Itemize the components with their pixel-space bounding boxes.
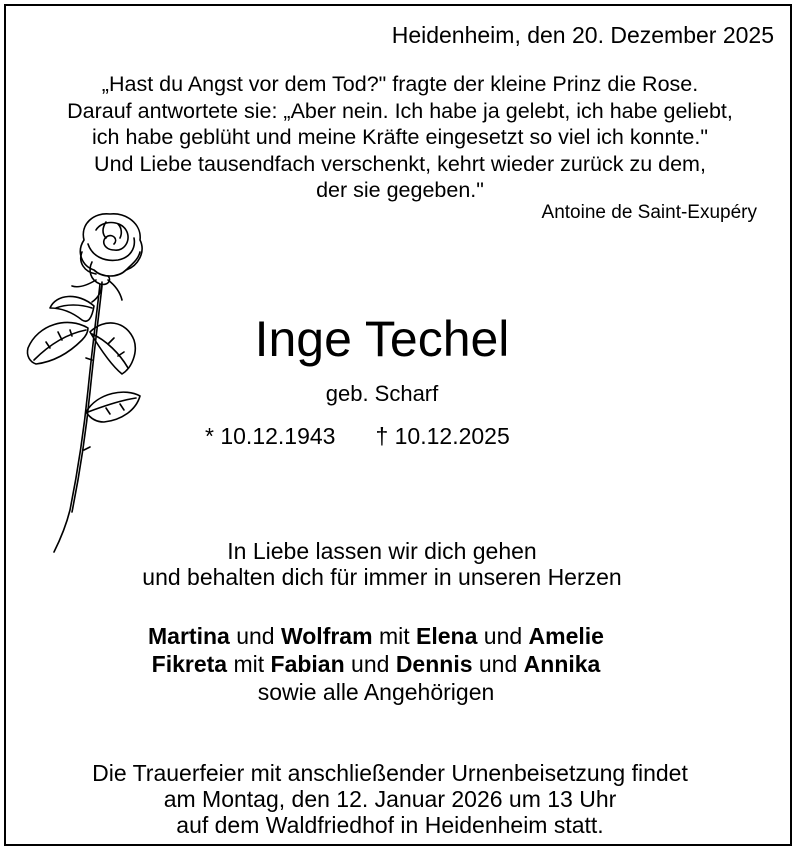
mourner-name: Annika bbox=[523, 651, 601, 677]
mourner-connector: und bbox=[472, 651, 524, 677]
mourner-connector: mit bbox=[372, 623, 417, 649]
life-dates bbox=[205, 423, 510, 450]
ceremony-info bbox=[0, 760, 780, 838]
birth-name: geb. Scharf bbox=[325, 381, 439, 406]
mourner-name: Wolfram bbox=[280, 623, 373, 649]
quote-line: Und Liebe tausendfach verschenkt, kehrt wieder zurück zu dem, bbox=[94, 151, 706, 176]
quote-line: der sie gegeben." bbox=[316, 178, 484, 202]
ceremony-line: Die Trauerfeier mit anschließender Urnenbeisetzung findet bbox=[92, 760, 688, 786]
mourners-line bbox=[0, 622, 752, 650]
mourner-name: Dennis bbox=[395, 651, 473, 677]
quote-line: ich habe geblüht und meine Kräfte eingesetzt so viel ich konnte." bbox=[92, 125, 708, 149]
rose-illustration bbox=[22, 200, 162, 560]
quote-line: „Hast du Angst vor dem Tod?" fragte der kleine Prinz die Rose. bbox=[101, 72, 699, 96]
death-date: † 10.12.2025 bbox=[375, 423, 510, 449]
mourner-connector: und bbox=[229, 623, 281, 649]
mourners-block bbox=[0, 622, 752, 706]
quote-line: Darauf antwortete sie: „Aber nein. Ich habe ja gelebt, ich habe geliebt, bbox=[67, 98, 733, 123]
quote-author: Antoine de Saint-Exupéry bbox=[541, 202, 757, 223]
place-date: Heidenheim, den 20. Dezember 2025 bbox=[391, 22, 774, 48]
farewell-text bbox=[0, 538, 764, 590]
mourner-name: Amelie bbox=[528, 623, 604, 649]
deceased-name: Inge Techel bbox=[254, 311, 510, 367]
mourner-connector: und bbox=[344, 651, 396, 677]
quote-block bbox=[0, 71, 800, 204]
mourner-connector: mit bbox=[227, 651, 271, 677]
mourner-name: Elena bbox=[416, 623, 478, 649]
farewell-line: und behalten dich für immer in unseren Herzen bbox=[142, 564, 622, 590]
mourner-name: Martina bbox=[148, 623, 230, 649]
ceremony-line: am Montag, den 12. Januar 2026 um 13 Uhr bbox=[163, 786, 617, 812]
farewell-line: In Liebe lassen wir dich gehen bbox=[227, 538, 537, 564]
mourner-name: Fikreta bbox=[151, 651, 228, 677]
ceremony-line: auf dem Waldfriedhof in Heidenheim statt. bbox=[176, 812, 604, 838]
birth-date: * 10.12.1943 bbox=[205, 423, 336, 449]
mourner-connector: und bbox=[477, 623, 529, 649]
mourners-line bbox=[0, 650, 752, 678]
mourners-line: sowie alle Angehörigen bbox=[257, 679, 495, 705]
mourner-name: Fabian bbox=[270, 651, 345, 677]
